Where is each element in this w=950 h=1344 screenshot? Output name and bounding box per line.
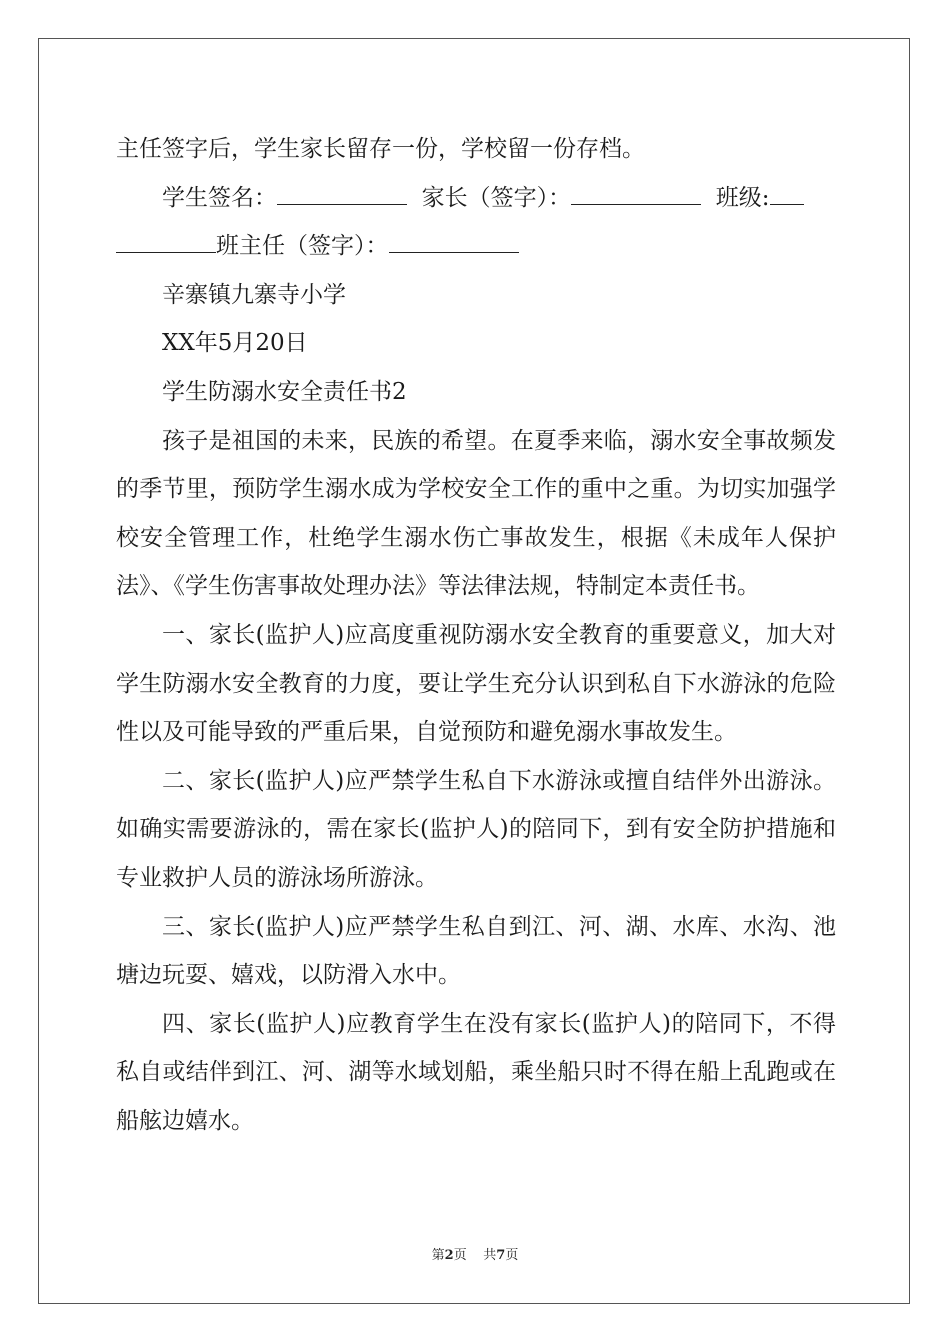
school-name: 辛寨镇九寨寺小学 <box>162 281 346 308</box>
page-footer <box>0 1244 950 1263</box>
parent-signature-blank[interactable] <box>571 180 701 205</box>
student-signature-label: 学生签名： <box>162 184 277 211</box>
paragraph-clause-3: 三、家长(监护人)应严禁学生私自到江、河、湖、水库、水沟、池塘边玩耍、嬉戏，以防滑入水中。 <box>116 913 836 989</box>
class-blank[interactable] <box>770 180 804 205</box>
student-signature-blank[interactable] <box>277 180 407 205</box>
page-prefix: 第 <box>431 1248 445 1263</box>
teacher-signature-blank[interactable] <box>389 228 519 253</box>
teacher-signature-label: 班主任（签字）： <box>216 233 389 260</box>
document-body <box>116 125 836 1145</box>
parent-signature-label: 家长（签字）： <box>421 184 572 211</box>
paragraph-intro: 孩子是祖国的未来，民族的希望。在夏季来临，溺水安全事故频发的季节里，预防学生溺水成为学校安全工作的重中之重。为切实加强学校安全管理工作，杜绝学生溺水伤亡事故发生，根据《未成年人保护法》、《学生伤害事故处理办法》等法律法规，特制定本责任书。 <box>116 427 836 600</box>
document-title: 学生防溺水安全责任书2 <box>162 378 407 405</box>
page-suffix: 页 <box>453 1248 467 1263</box>
paragraph-clause-2: 二、家长(监护人)应严禁学生私自下水游泳或擅自结伴外出游泳。如确实需要游泳的，需在家长(监护人)的陪同下，到有安全防护措施和专业救护人员的游泳场所游泳。 <box>116 767 836 891</box>
class-label: 班级: <box>715 184 770 211</box>
continuation-line: 主任签字后，学生家长留存一份，学校留一份存档。 <box>116 136 645 162</box>
class-blank-cont[interactable] <box>116 228 216 253</box>
document-date: XX年5月20日 <box>162 330 308 357</box>
total-pages: 7 <box>496 1248 506 1263</box>
page-number: 2 <box>444 1248 454 1263</box>
total-suffix: 页 <box>505 1248 519 1263</box>
paragraph-clause-4: 四、家长(监护人)应教育学生在没有家长(监护人)的陪同下，不得私自或结伴到江、河、湖等水域划船，乘坐船只时不得在船上乱跑或在船舷边嬉水。 <box>116 1010 836 1134</box>
signature-line-2 <box>116 222 836 271</box>
paragraph-clause-1: 一、家长(监护人)应高度重视防溺水安全教育的重要意义，加大对学生防溺水安全教育的力度，要让学生充分认识到私自下水游泳的危险性以及可能导致的严重后果，自觉预防和避免溺水事故发生。 <box>116 621 836 746</box>
signature-line <box>116 174 836 223</box>
total-prefix: 共 <box>483 1248 497 1263</box>
